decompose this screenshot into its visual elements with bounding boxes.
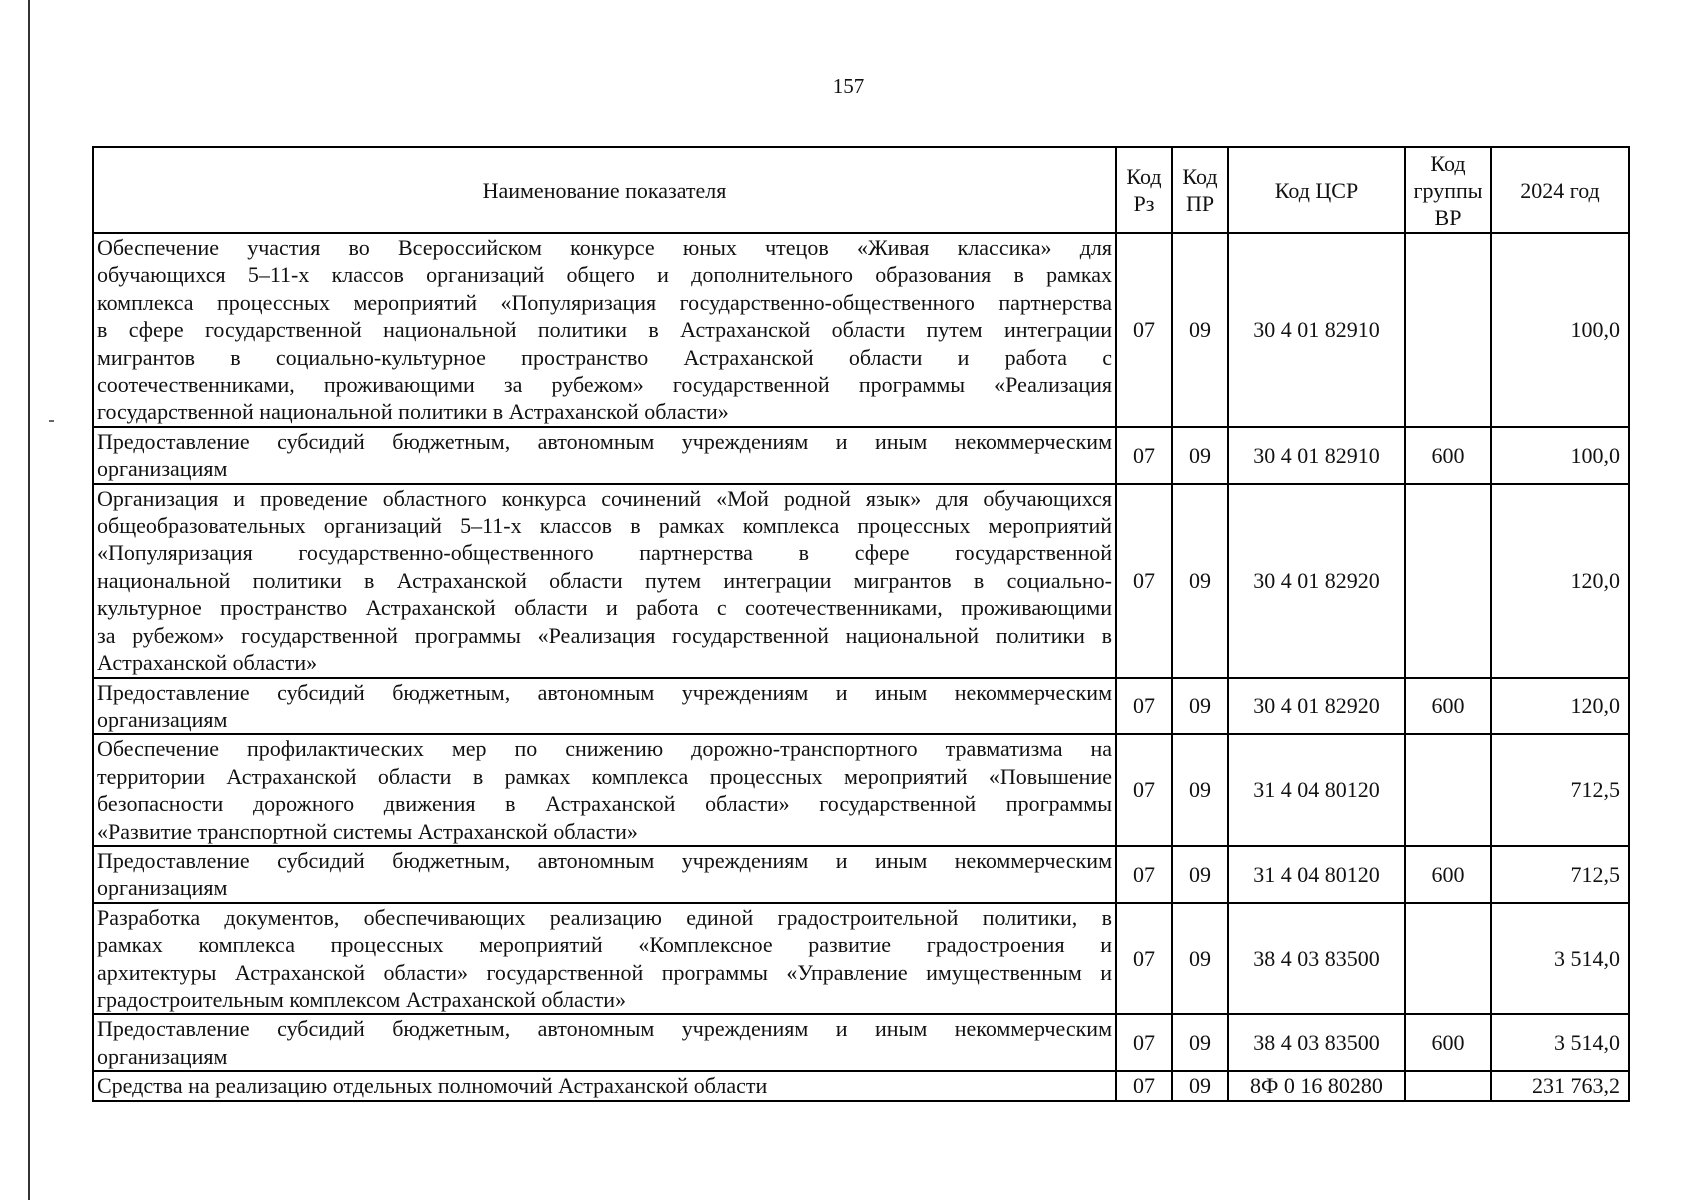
row-name-line: мигрантов в социально-культурное пространство Астраханской области и работа с [97, 344, 1112, 370]
header-csr: Код ЦСР [1228, 147, 1405, 233]
row-name-line: Обеспечение участия во Всероссийском конкурсе юных чтецов «Живая классика» для [97, 235, 1112, 260]
row-name-line: Предоставление субсидий бюджетным, автономным учреждениям и иным некоммерческим [97, 1016, 1112, 1042]
row-rz-cell: 07 [1116, 903, 1172, 1015]
budget-table [92, 146, 1630, 1102]
row-csr-cell: 31 4 04 80120 [1228, 734, 1405, 846]
row-name-line: организациям [97, 456, 228, 482]
header-rz-line: Рз [1133, 191, 1155, 216]
table-row [93, 427, 1629, 484]
table-row [93, 484, 1629, 678]
row-pr-cell: 09 [1172, 846, 1228, 903]
row-pr-cell: 09 [1172, 903, 1228, 1015]
row-amount-cell: 712,5 [1491, 846, 1629, 903]
row-name-cell [93, 846, 1116, 903]
row-name-line: территории Астраханской области в рамках комплекса процессных мероприятий «Повышение [97, 763, 1112, 789]
table-row [93, 678, 1629, 735]
row-name-line: «Популяризация государственно-общественного партнерства в сфере государственной [97, 540, 1112, 566]
row-pr-cell: 09 [1172, 427, 1228, 484]
row-rz-cell: 07 [1116, 1071, 1172, 1100]
row-name-line: Организация и проведение областного конкурса сочинений «Мой родной язык» для обучающихся [97, 485, 1112, 511]
row-name-line: культурное пространство Астраханской области и работа с соотечественниками, проживающими [97, 595, 1112, 621]
row-csr-cell: 30 4 01 82910 [1228, 233, 1405, 427]
row-name-line: за рубежом» государственной программы «Реализация государственной национальной политики в [97, 622, 1112, 648]
table-row [93, 1071, 1629, 1100]
binding-line [28, 0, 30, 1200]
row-csr-cell: 38 4 03 83500 [1228, 1014, 1405, 1071]
row-pr-cell: 09 [1172, 1014, 1228, 1071]
row-csr-cell: 38 4 03 83500 [1228, 903, 1405, 1015]
header-pr [1172, 147, 1228, 233]
table-row [93, 734, 1629, 846]
row-amount-cell: 120,0 [1491, 484, 1629, 678]
row-rz-cell: 07 [1116, 484, 1172, 678]
row-name-cell [93, 734, 1116, 846]
row-vr-cell [1405, 734, 1491, 846]
header-rz-line: Код [1126, 164, 1162, 189]
row-name-line: безопасности дорожного движения в Астраханской области» государственной программы [97, 791, 1112, 817]
row-vr-cell: 600 [1405, 678, 1491, 735]
row-name-line: общеобразовательных организаций 5–11-х классов в рамках комплекса процессных мероприятий [97, 513, 1112, 539]
row-name-line: Разработка документов, обеспечивающих реализацию единой градостроительной политики, в [97, 904, 1112, 930]
row-name-line: комплекса процессных мероприятий «Популяризация государственно-общественного партнерства [97, 289, 1112, 315]
row-name-cell [93, 1014, 1116, 1071]
row-name-line: градостроительным комплексом Астраханской области» [97, 986, 626, 1012]
row-name-line: Предоставление субсидий бюджетным, автономным учреждениям и иным некоммерческим [97, 428, 1112, 454]
row-rz-cell: 07 [1116, 233, 1172, 427]
table-row [93, 903, 1629, 1015]
header-name: Наименование показателя [93, 147, 1116, 233]
row-rz-cell: 07 [1116, 734, 1172, 846]
row-pr-cell: 09 [1172, 678, 1228, 735]
row-name-line: Астраханской области» [97, 650, 318, 676]
margin-mark [49, 420, 54, 422]
row-name-cell [93, 233, 1116, 427]
row-name-cell [93, 678, 1116, 735]
row-vr-cell: 600 [1405, 846, 1491, 903]
row-pr-cell: 09 [1172, 1071, 1228, 1100]
row-csr-cell: 30 4 01 82920 [1228, 678, 1405, 735]
row-vr-cell [1405, 903, 1491, 1015]
row-csr-cell: 30 4 01 82920 [1228, 484, 1405, 678]
row-pr-cell: 09 [1172, 233, 1228, 427]
table-row [93, 1014, 1629, 1071]
row-name-line: в сфере государственной национальной политики в Астраханской области путем интеграции [97, 317, 1112, 343]
row-amount-cell: 100,0 [1491, 427, 1629, 484]
row-rz-cell: 07 [1116, 678, 1172, 735]
row-amount-cell: 3 514,0 [1491, 903, 1629, 1015]
row-name-line: национальной политики в Астраханской области путем интеграции мигрантов в социально- [97, 567, 1112, 593]
row-name-line: Предоставление субсидий бюджетным, автономным учреждениям и иным некоммерческим [97, 847, 1112, 873]
row-name-line: архитектуры Астраханской области» государственной программы «Управление имущественным и [97, 959, 1112, 985]
row-amount-cell: 712,5 [1491, 734, 1629, 846]
row-name-cell [93, 484, 1116, 678]
row-csr-cell: 30 4 01 82910 [1228, 427, 1405, 484]
row-vr-cell [1405, 484, 1491, 678]
row-csr-cell: 31 4 04 80120 [1228, 846, 1405, 903]
table-row [93, 846, 1629, 903]
row-pr-cell: 09 [1172, 734, 1228, 846]
row-rz-cell: 07 [1116, 427, 1172, 484]
row-name-line: соотечественниками, проживающими за рубежом» государственной программы «Реализация [97, 372, 1112, 398]
table-body [93, 233, 1629, 1101]
row-rz-cell: 07 [1116, 1014, 1172, 1071]
row-vr-cell [1405, 1071, 1491, 1100]
row-name-line: Средства на реализацию отдельных полномочий Астраханской области [97, 1073, 768, 1099]
row-vr-cell [1405, 233, 1491, 427]
row-name-line: Обеспечение профилактических мер по снижению дорожно-транспортного травматизма на [97, 736, 1112, 762]
row-rz-cell: 07 [1116, 846, 1172, 903]
row-name-line: обучающихся 5–11-х классов организаций общего и дополнительного образования в рамках [97, 262, 1112, 288]
row-amount-cell: 100,0 [1491, 233, 1629, 427]
row-name-line: государственной национальной политики в Астраханской области» [97, 399, 729, 425]
header-year: 2024 год [1491, 147, 1629, 233]
row-name-line: «Развитие транспортной системы Астраханской области» [97, 818, 638, 844]
row-amount-cell: 3 514,0 [1491, 1014, 1629, 1071]
header-vr-line: Код [1430, 150, 1466, 176]
header-pr-line: Код [1182, 164, 1218, 189]
row-name-line: организациям [97, 706, 228, 732]
header-rz [1116, 147, 1172, 233]
row-name-line: организациям [97, 1043, 228, 1069]
row-name-line: организациям [97, 875, 228, 901]
row-name-line: Предоставление субсидий бюджетным, автономным учреждениям и иным некоммерческим [97, 679, 1112, 705]
row-vr-cell: 600 [1405, 427, 1491, 484]
table-header-row [93, 147, 1629, 233]
row-vr-cell: 600 [1405, 1014, 1491, 1071]
row-amount-cell: 120,0 [1491, 678, 1629, 735]
row-name-line: рамках комплекса процессных мероприятий «Комплексное развитие градостроения и [97, 932, 1112, 958]
header-pr-line: ПР [1185, 191, 1215, 216]
page-number: 157 [832, 74, 865, 98]
row-pr-cell: 09 [1172, 484, 1228, 678]
table-row [93, 233, 1629, 427]
row-name-cell [93, 1071, 1116, 1100]
row-name-cell [93, 903, 1116, 1015]
row-amount-cell: 231 763,2 [1491, 1071, 1629, 1100]
row-name-cell [93, 427, 1116, 484]
header-vr-line: ВР [1434, 204, 1462, 230]
header-vr [1405, 147, 1491, 233]
header-vr-line: группы [1413, 177, 1483, 203]
row-csr-cell: 8Ф 0 16 80280 [1228, 1071, 1405, 1100]
